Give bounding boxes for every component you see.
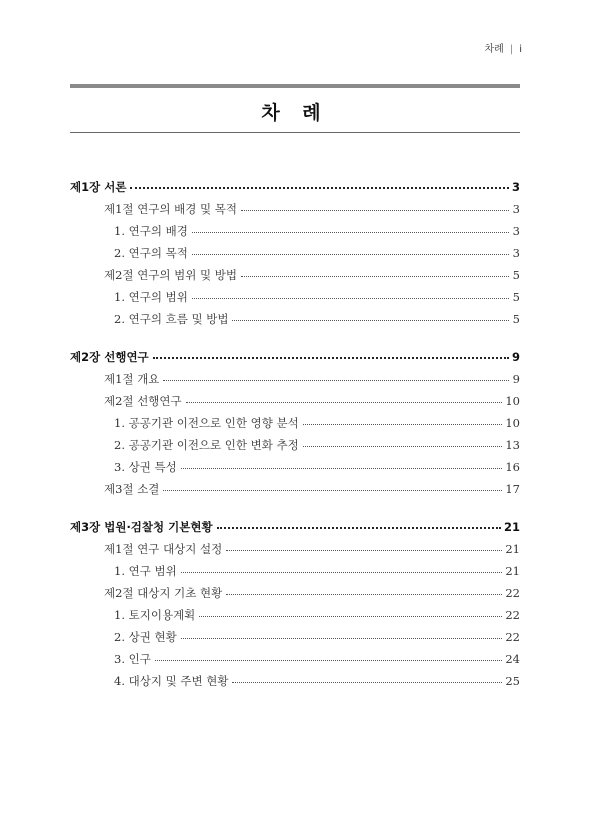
toc-entry-label: 1. 토지이용계획 [114,608,196,622]
toc-page-number: 10 [505,416,520,430]
dot-leader [163,490,502,491]
toc-entry-label: 4. 대상지 및 주변 현황 [114,674,229,688]
toc-page-number: 5 [512,312,520,326]
title-bottom-rule [70,132,520,133]
toc-chapter-entry[interactable] [70,346,520,368]
toc-page-number: 24 [505,652,520,666]
toc-entry-label: 2. 연구의 흐름 및 방법 [114,312,229,326]
toc-item-entry[interactable] [70,412,520,434]
toc-entry-label: 1. 연구 범위 [114,564,177,578]
dot-leader [226,594,502,595]
toc-page-number: 22 [505,630,520,644]
toc-chapter-entry[interactable] [70,516,520,538]
toc-entry-label: 제3절 소결 [104,482,160,496]
toc-entry-label: 2. 공공기관 이전으로 인한 변화 추정 [114,438,299,452]
dot-leader [303,424,503,425]
running-head-page: i [519,44,522,55]
running-head [485,40,522,55]
toc-page-number: 21 [503,520,520,534]
dot-leader [226,550,502,551]
toc-page-number: 21 [505,542,520,556]
toc-section-entry[interactable] [70,390,520,412]
toc-item-entry[interactable] [70,434,520,456]
dot-leader [181,638,503,639]
toc-entry-label: 제1절 연구 대상지 설정 [104,542,223,556]
toc-item-entry[interactable] [70,626,520,648]
running-head-title: 차례 [484,44,504,55]
running-head-separator: | [509,44,514,55]
toc-chapter-entry[interactable] [70,176,520,198]
chapter-block [70,176,520,330]
dot-leader [181,468,503,469]
toc-page-number: 3 [512,246,520,260]
dot-leader [153,357,509,359]
toc-page-number: 3 [511,180,520,194]
toc-page-number: 10 [505,394,520,408]
table-of-contents [70,176,520,708]
toc-entry-label: 2. 상권 현황 [114,630,177,644]
page-title: 차 례 [261,102,329,124]
toc-entry-label: 제2절 연구의 범위 및 방법 [104,268,238,282]
toc-page-number: 22 [505,608,520,622]
dot-leader [155,660,503,661]
toc-entry-label: 제1절 연구의 배경 및 목적 [104,202,238,216]
toc-entry-label: 제2절 선행연구 [104,394,182,408]
dot-leader [186,402,503,403]
title-block [70,84,520,133]
dot-leader [217,527,501,529]
toc-item-entry[interactable] [70,308,520,330]
toc-page-number: 16 [505,460,520,474]
dot-leader [232,320,509,321]
dot-leader [181,572,503,573]
dot-leader [199,616,502,617]
dot-leader [192,298,509,299]
toc-item-entry[interactable] [70,242,520,264]
toc-page-number: 13 [505,438,520,452]
toc-item-entry[interactable] [70,220,520,242]
dot-leader [192,254,509,255]
toc-page-number: 3 [512,224,520,238]
toc-item-entry[interactable] [70,456,520,478]
toc-entry-label: 제1장 서론 [70,180,127,194]
chapter-block [70,346,520,500]
dot-leader [130,187,509,189]
chapter-block [70,516,520,692]
toc-section-entry[interactable] [70,538,520,560]
dot-leader [241,276,509,277]
toc-section-entry[interactable] [70,582,520,604]
toc-entry-label: 제2절 대상지 기초 현황 [104,586,223,600]
toc-entry-label: 제2장 선행연구 [70,350,149,364]
toc-entry-label: 제1절 개요 [104,372,160,386]
toc-entry-label: 2. 연구의 목적 [114,246,188,260]
toc-entry-label: 1. 연구의 범위 [114,290,188,304]
toc-section-entry[interactable] [70,264,520,286]
toc-item-entry[interactable] [70,648,520,670]
toc-section-entry[interactable] [70,478,520,500]
toc-item-entry[interactable] [70,286,520,308]
toc-page-number: 9 [512,372,520,386]
toc-item-entry[interactable] [70,560,520,582]
dot-leader [303,446,503,447]
toc-page-number: 5 [512,290,520,304]
toc-page-number: 3 [512,202,520,216]
toc-page-number: 9 [511,350,520,364]
dot-leader [232,682,502,683]
toc-entry-label: 제3장 법원·검찰청 기본현황 [70,520,213,534]
dot-leader [241,210,509,211]
toc-page-number: 17 [505,482,520,496]
toc-page-number: 25 [505,674,520,688]
toc-page-number: 21 [505,564,520,578]
dot-leader [163,380,509,381]
toc-entry-label: 1. 공공기관 이전으로 인한 영향 분석 [114,416,299,430]
toc-page-number: 5 [512,268,520,282]
toc-item-entry[interactable] [70,604,520,626]
toc-page-number: 22 [505,586,520,600]
toc-item-entry[interactable] [70,670,520,692]
toc-section-entry[interactable] [70,198,520,220]
toc-entry-label: 1. 연구의 배경 [114,224,188,238]
toc-entry-label: 3. 상권 특성 [114,460,177,474]
toc-entry-label: 3. 인구 [114,652,151,666]
dot-leader [192,232,509,233]
toc-section-entry[interactable] [70,368,520,390]
